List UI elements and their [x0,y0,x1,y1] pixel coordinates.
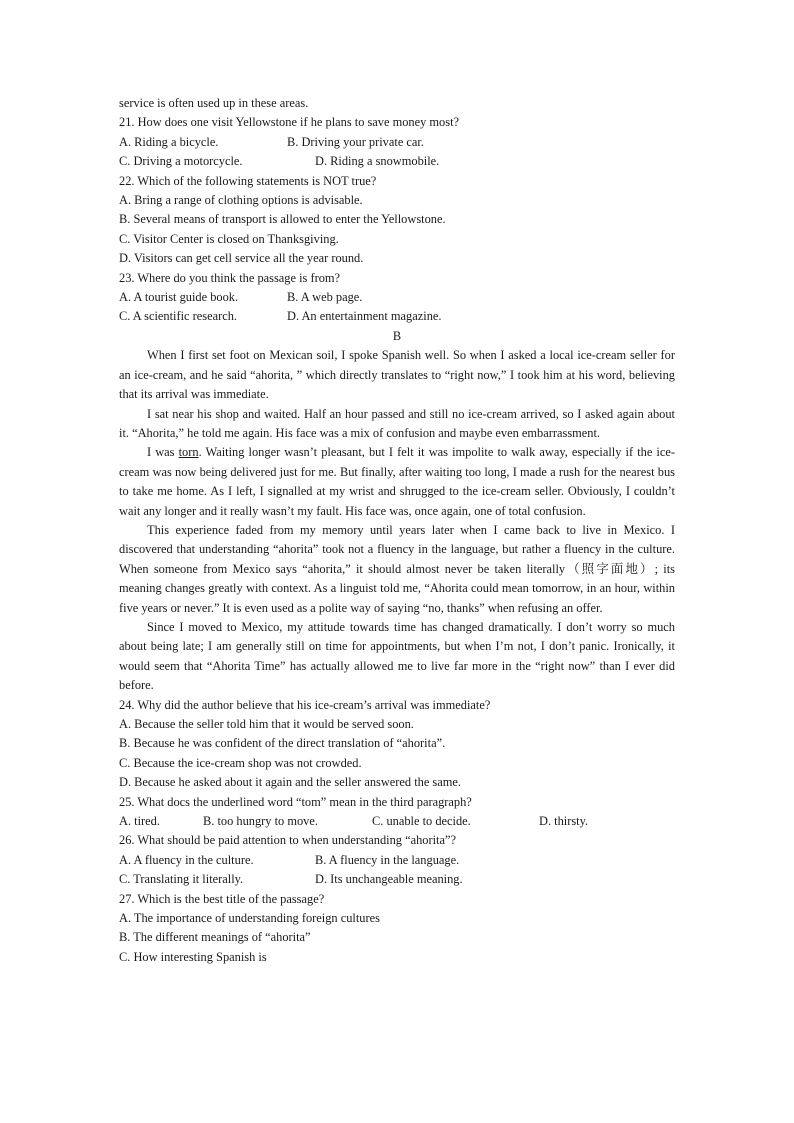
passage-paragraph-4: This experience faded from my memory until years later when I came back to live in Mexico. I discovered that understanding “ahorita” took not a fluency in the language, but rather a fluency in the culture. When someone from Mexico says “ahorita,” it should almost never be taken literally（照字面地）; its meaning changes greatly with context. As a linguist told me, “Ahorita could mean tomorrow, in an hour, within five years or never.” It is even used as a polite way of saying “no, thanks” when refusing an offer. [119,522,675,615]
q27-option-a: A. The importance of understanding foreign cultures [119,911,380,926]
q27-option-c: C. How interesting Spanish is [119,949,267,964]
passage-paragraph-5: Since I moved to Mexico, my attitude towards time has changed dramatically. I don’t worry so much about being late; I am generally still on time for appointments, but when I’m not, I don’t panic. Ironically, it would seem that “Ahorita Time” has actually allowed me to live far more in the “right now” than I ever did before. [119,619,675,693]
q26-options-row2 [119,870,675,889]
passage-paragraph-1: When I first set foot on Mexican soil, I spoke Spanish well. So when I asked a local ice-cream seller for an ice-cream, and he said “ahorita, ” which directly translates to “right now,” I took him at his word, believing that its arrival was immediate. [119,348,675,402]
q24-option-a: A. Because the seller told him that it would be served soon. [119,717,414,731]
q26-option-a: A. A fluency in the culture. [119,852,254,867]
exam-page [119,94,675,967]
p3-text-before: I was [147,445,179,460]
q25-options-row [119,812,675,831]
passage-paragraph-2: I sat near his shop and waited. Half an hour passed and still no ice-cream arrived, so I asked again about it. “Ahorita,” he told me again. His face was a mix of confusion and maybe even embarrassment. [119,406,675,440]
q24-option-c: C. Because the ice-cream shop was not crowded. [119,755,362,770]
q21-options-row1 [119,133,675,152]
question-27: 27. Which is the best title of the passage? [119,891,325,906]
q26-options-row1 [119,851,675,870]
p3-text-after: . Waiting longer wasn’t pleasant, but I felt it was impolite to walk away, especially if the ice-cream was now being delivered just for me. But finally, after waiting too long, I made a rush for the nearest bus to take me home. As I left, I signalled at my wrist and shrugged to the ice-cream seller. Obviously, I couldn’t wait any longer and it really wasn’t my fault. His face was, once again, one of total confusion. [119,445,675,518]
q25-option-c: C. unable to decide. [372,814,471,829]
question-22: 22. Which of the following statements is NOT true? [119,173,377,188]
question-25: 25. What docs the underlined word “tom” mean in the third paragraph? [119,794,472,809]
q23-option-c: C. A scientific research. [119,309,238,324]
question-23: 23. Where do you think the passage is from? [119,270,341,285]
q23-option-b: B. A web page. [287,290,363,305]
q21-option-a: A. Riding a bicycle. [119,134,219,149]
section-heading-b: B [392,328,402,343]
q21-option-b: B. Driving your private car. [287,134,424,149]
q25-option-a: A. tired. [119,814,160,829]
q27-option-b: B. The different meanings of “ahorita” [119,930,311,945]
q21-option-d: D. Riding a snowmobile. [315,154,440,169]
q26-option-b: B. A fluency in the language. [315,852,460,867]
passage-paragraph-3 [119,443,675,521]
q26-option-c: C. Translating it literally. [119,872,244,887]
q22-option-b: B. Several means of transport is allowed to enter the Yellowstone. [119,212,446,227]
q21-option-c: C. Driving a motorcycle. [119,154,243,169]
q22-option-a: A. Bring a range of clothing options is advisable. [119,193,363,208]
q25-option-b: B. too hungry to move. [203,814,318,829]
q23-options-row1 [119,288,675,307]
q24-option-d: D. Because he asked about it again and the seller answered the same. [119,775,461,790]
question-26: 26. What should be paid attention to when understanding “ahorita”? [119,833,456,848]
underlined-word-torn: torn [178,445,199,460]
q23-option-d: D. An entertainment magazine. [287,309,442,324]
question-24: 24. Why did the author believe that his ice-cream’s arrival was immediate? [119,697,491,712]
q24-option-b: B. Because he was confident of the direct translation of “ahorita”. [119,736,446,751]
q21-options-row2 [119,152,675,171]
q22-option-c: C. Visitor Center is closed on Thanksgiving. [119,231,339,246]
q25-option-d: D. thirsty. [539,814,589,829]
q26-option-d: D. Its unchangeable meaning. [315,872,463,887]
q23-options-row2 [119,307,675,326]
q22-option-d: D. Visitors can get cell service all the year round. [119,251,364,266]
question-21: 21. How does one visit Yellowstone if he plans to save money most? [119,115,460,130]
top-fragment: service is often used up in these areas. [119,96,309,110]
q23-option-a: A. A tourist guide book. [119,290,239,305]
